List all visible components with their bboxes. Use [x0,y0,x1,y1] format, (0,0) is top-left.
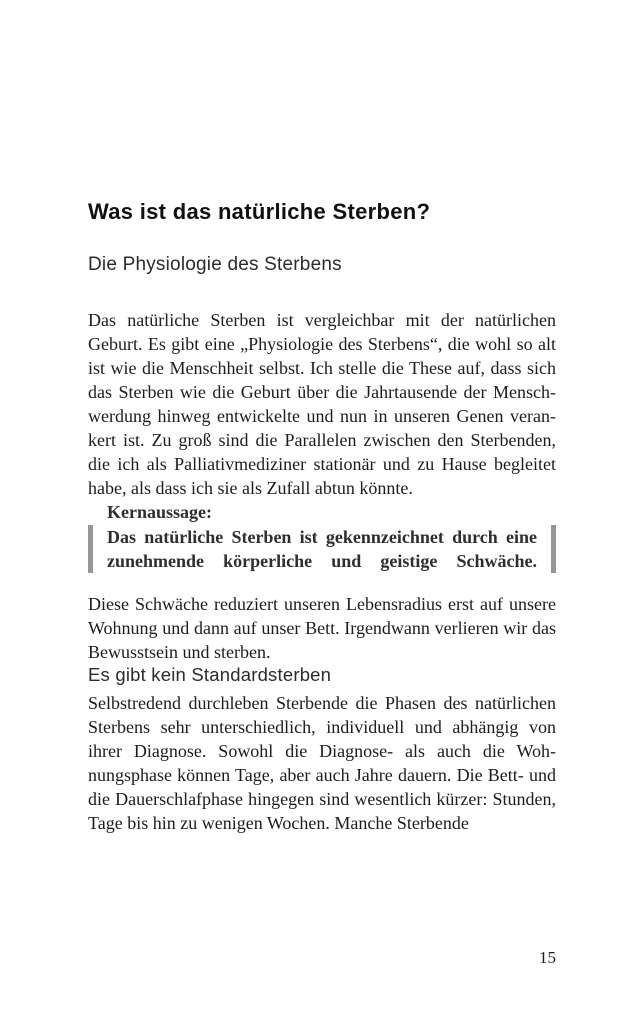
subsection-heading: Es gibt kein Standardsterben [88,664,332,686]
chapter-title: Was ist das natürliche Sterben? [88,199,431,224]
page-number: 15 [539,948,556,967]
paragraph: Selbstredend durchleben Sterbende die Phasen des natürlichen Sterbens sehr unterschiedlich, individuell und abhängig von ihrer Diagnose. Sowohl die Diagnose- als auch die Wohnungsphase können Tage, aber auch Jahre dauern. Die Bett- und die Dauerschlafphase hingegen sind wesentlich kürzer: Stunden, Tage bis hin zu wenigen Wochen. Manche Sterbende [88,693,556,834]
key-statement-callout [88,500,556,573]
paragraph: Das natürliche Sterben ist vergleichbar mit der natürlichen Geburt. Es gibt eine „Physiologie des Sterbens“, die wohl so alt ist wie die Menschheit selbst. Ich stelle die These auf, dass sich das Sterben wie die Geburt über die Jahrtausende der Menschwerdung hinweg entwickelte und nun in unseren Genen verankert ist. Zu groß sind die Parallelen zwischen den Sterbenden, die ich als Palliativmediziner stationär und zu Hause begleitet habe, als dass ich sie als Zufall abtun könnte. [88,310,556,499]
callout-label: Kernaussage: [107,502,212,523]
section-heading: Die Physiologie des Sterbens [88,254,342,276]
callout-right-bar [551,525,556,573]
callout-text: Das natürliche Sterben ist gekennzeichnet durch eine zunehmende körperliche und geistige Schwäche. [107,527,537,572]
callout-body [88,525,556,573]
paragraph: Diese Schwäche reduziert unseren Lebensradius erst auf unsere Wohnung und dann auf unser Bett. Irgendwann verlieren wir das Bewusstsein und sterben. [88,594,556,663]
